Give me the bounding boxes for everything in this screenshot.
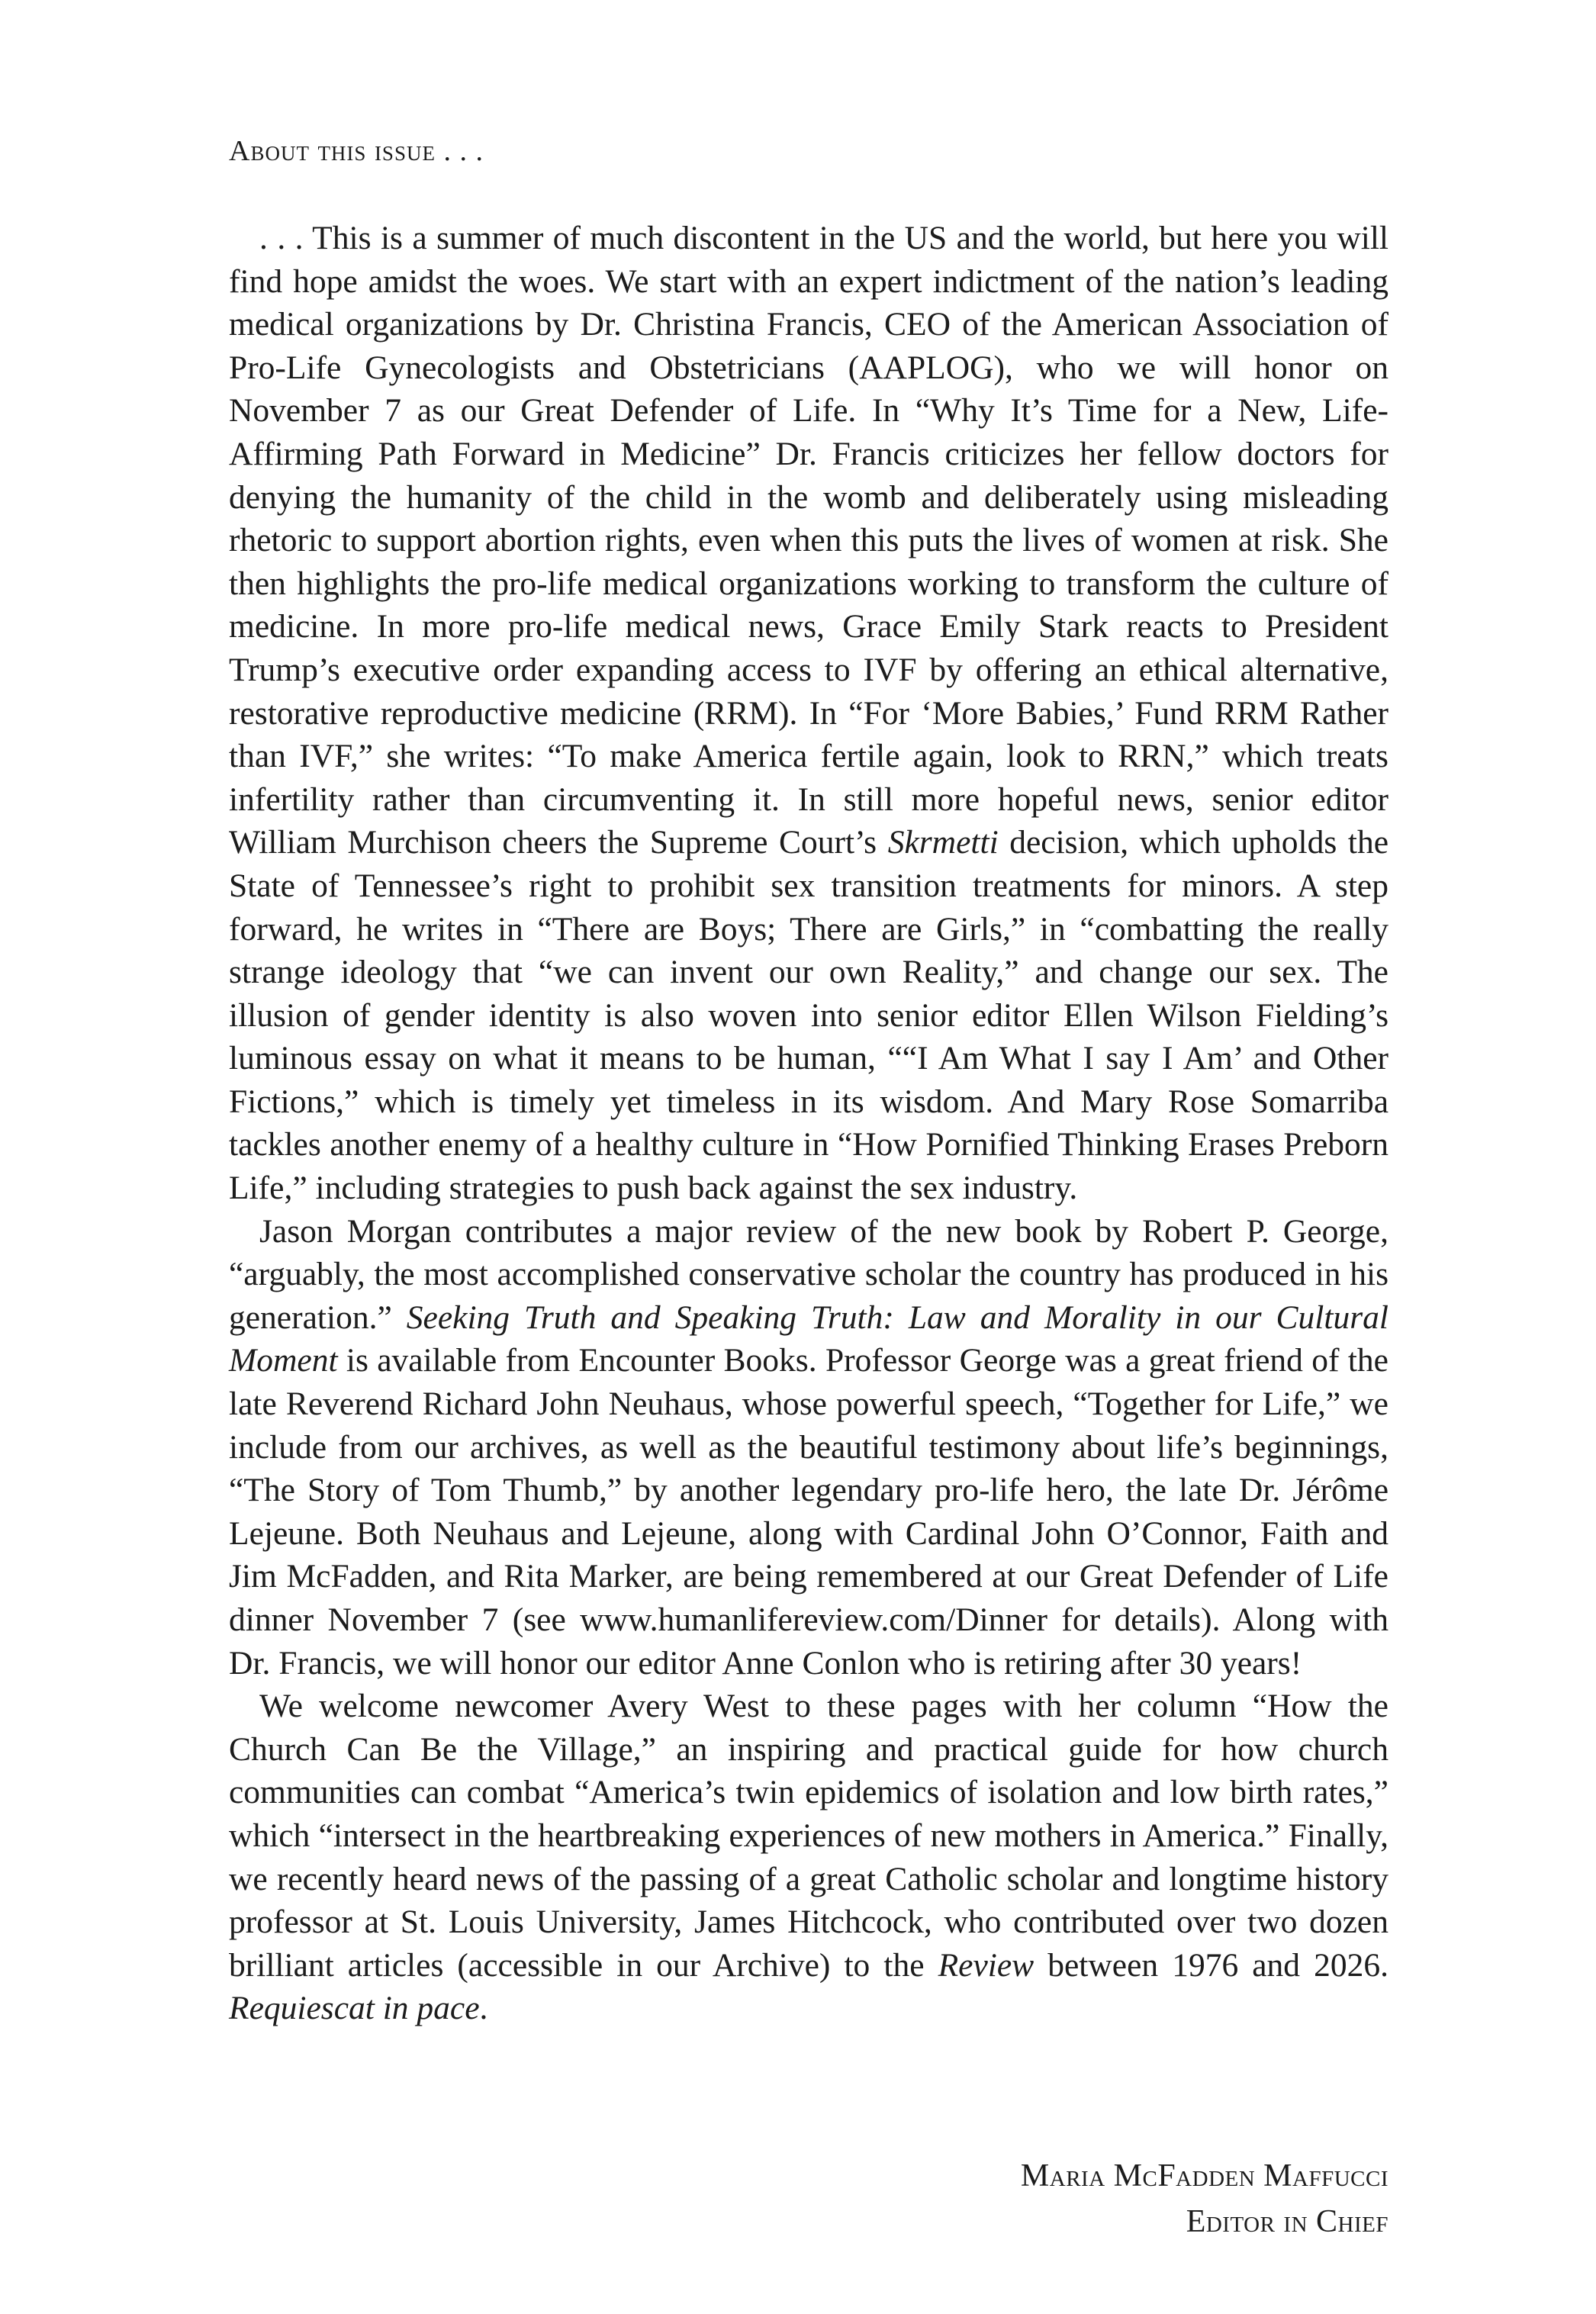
italic-book-title: Seeking Truth and Speaking Truth: Law and Morality in our Cultural Moment [229, 1299, 1388, 1379]
italic-latin-phrase: Requiescat in pace [229, 1990, 480, 2027]
paragraph-1 [229, 217, 1388, 1210]
signature-block [1021, 2153, 1388, 2245]
text-segment: decision, which upholds the State of Tennessee’s right to prohibit sex transition treatments for minors. A step forward, he writes in “There are Boys; There are Girls,” in “combatting the really strange ideology that “we can invent our own Reality,” and change our sex. The illusion of gender identity is also woven into senior editor Ellen Wilson Fielding’s luminous essay on what it means to be human, ““I Am What I say I Am’ and Other Fictions,” which is timely yet timeless in its wisdom. And Mary Rose Somarriba tackles another enemy of a healthy culture in “How Pornified Thinking Erases Preborn Life,” including strategies to push back against the sex industry. [229, 824, 1388, 1207]
paragraph-3 [229, 1685, 1388, 2030]
text-segment: Jason Morgan contributes a major review of the new book by Robert P. George, “arguably, the most accomplished conservative scholar the country has produced in his generation.” [229, 1212, 1388, 1336]
text-segment: . . . This is a summer of much discontent in the US and the world, but here you will find hope amidst the woes. We start with an expert indictment of the nation’s leading medical organizations by Dr. Christina Francis, CEO of the American Association of Pro-Life Gynecologists and Obstetricians (AAPLOG), who we will honor on November 7 as our Great Defender of Life. In “Why It’s Time for a New, Life-Affirming Path Forward in Medicine” Dr. Francis criticizes her fellow doctors for denying the humanity of the child in the womb and deliberately using misleading rhetoric to support abortion rights, even when this puts the lives of women at risk. She then highlights the pro-life medical organizations working to transform the culture of medicine. In more pro-life medical news, Grace Emily Stark reacts to President Trump’s executive order expanding access to IVF by offering an ethical alternative, restorative reproductive medicine (RRM). In “For ‘More Babies,’ Fund RRM Rather than IVF,” she writes: “To make America fertile again, look to RRN,” which treats infertility rather than circumventing it. In still more hopeful news, senior editor William Murchison cheers the Supreme Court’s [229, 220, 1388, 861]
text-segment: between 1976 and 2026. [1034, 1946, 1388, 1984]
paragraph-2 [229, 1210, 1388, 1685]
article-body [229, 217, 1388, 2030]
section-heading: About this issue . . . [229, 135, 484, 167]
signature-title: Editor in Chief [1186, 2204, 1388, 2239]
text-segment: We welcome newcomer Avery West to these pages with her column “How the Church Can Be the Village,” an inspiring and practical guide for how church communities can combat “America’s twin epidemics of isolation and low birth rates,” which “intersect in the heartbreaking experiences of new mothers in America.” Finally, we recently heard news of the passing of a great Catholic scholar and longtime history professor at St. Louis University, James Hitchcock, who contributed over two dozen brilliant articles (accessible in our Archive) to the [229, 1688, 1388, 1984]
italic-title-skrmetti: Skrmetti [887, 824, 999, 861]
text-segment: . [479, 1990, 488, 2027]
text-segment: is available from Encounter Books. Professor George was a great friend of the late Reverend Richard John Neuhaus, whose powerful speech, “Together for Life,” we include from our archives, as well as the beautiful testimony about life’s beginnings, “The Story of Tom Thumb,” by another legendary pro-life hero, the late Dr. Jérôme Lejeune. Both Neuhaus and Lejeune, along with Cardinal John O’Connor, Faith and Jim McFadden, and Rita Marker, are being remembered at our Great Defender of Life dinner November 7 (see www.humanlifereview.com/Dinner for details). Along with Dr. Francis, we will honor our editor Anne Conlon who is retiring after 30 years! [229, 1342, 1388, 1682]
italic-review: Review [938, 1946, 1035, 1984]
signature-name: Maria McFadden Maffucci [1020, 2158, 1388, 2193]
